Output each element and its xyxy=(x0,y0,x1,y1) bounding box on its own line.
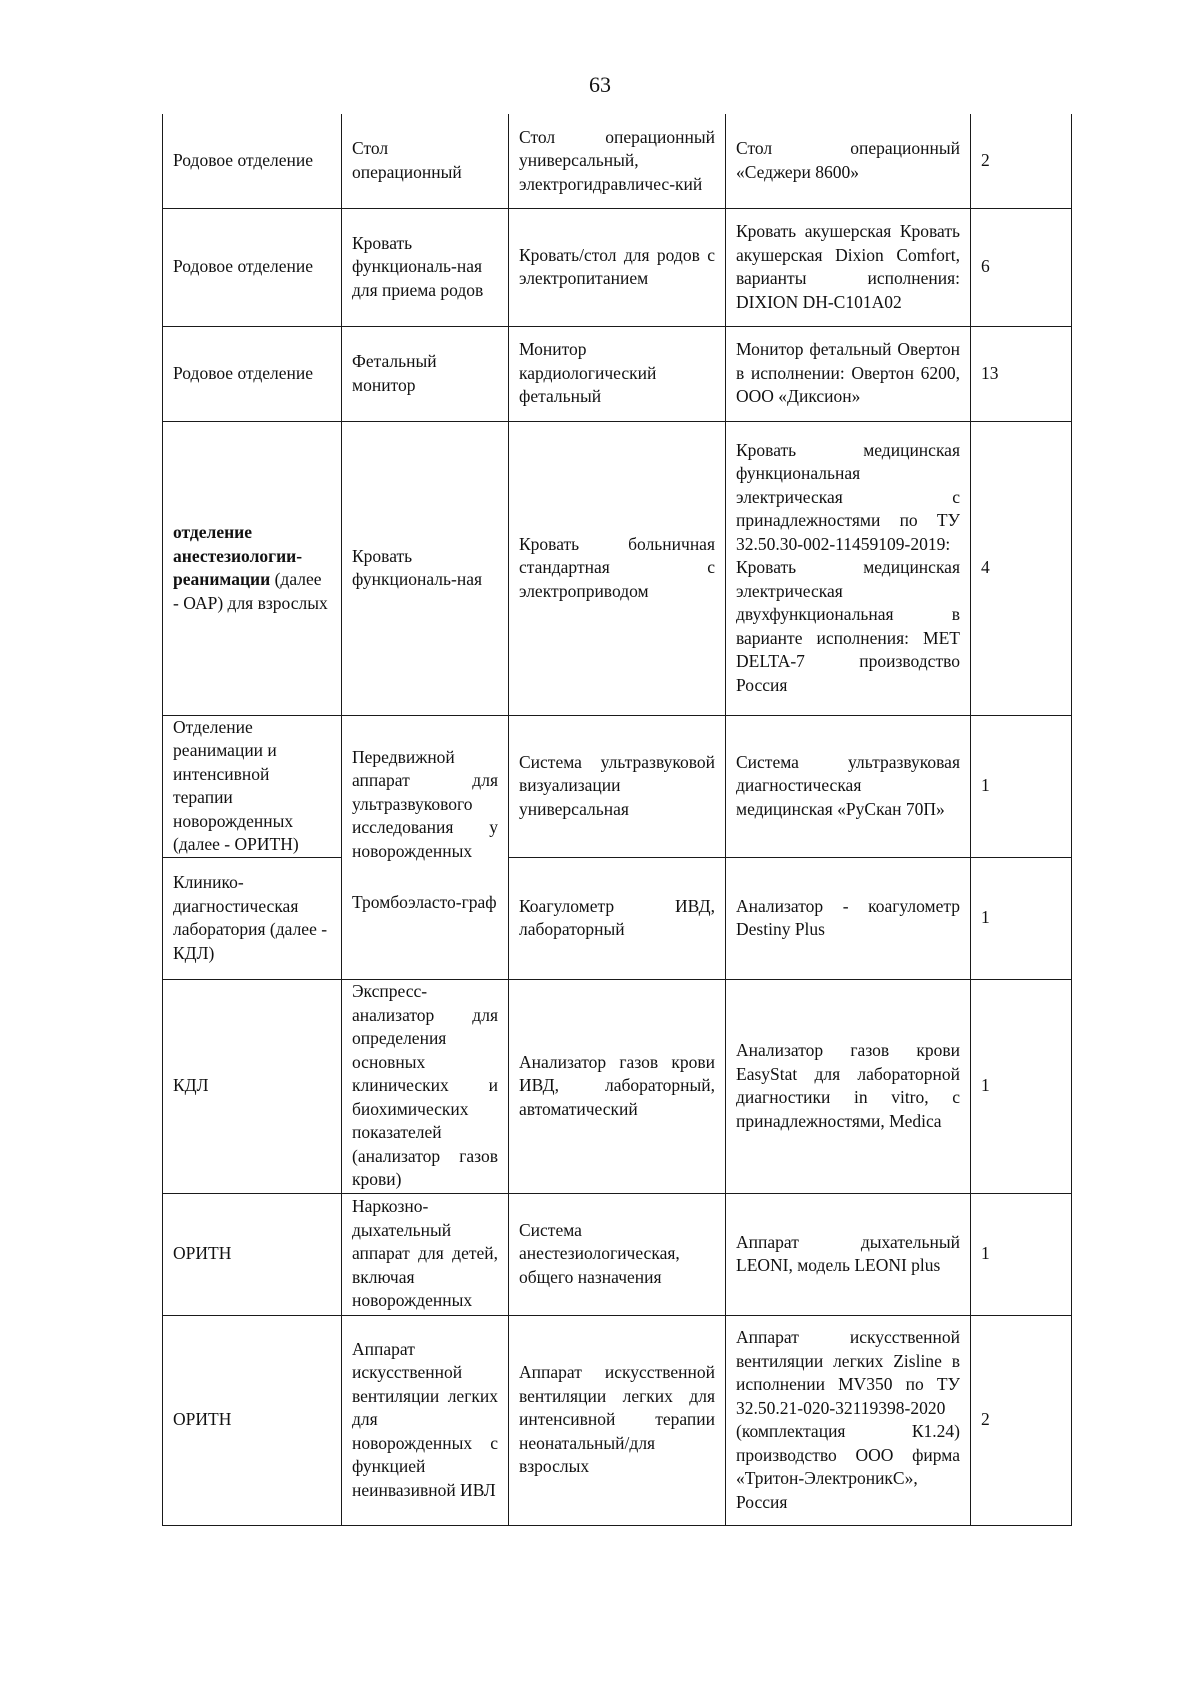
equipment-name-cell: Кровать функциональ-ная xyxy=(342,421,509,715)
department-cell: ОРИТН xyxy=(163,1193,342,1315)
department-name-rest: (далее - ОАР) для взрослых xyxy=(173,569,328,613)
table-row xyxy=(163,114,1072,208)
quantity-cell: 2 xyxy=(971,1315,1072,1525)
department-cell: Клинико-диагностическая лаборатория (далее - КДЛ) xyxy=(163,857,342,979)
equipment-type-cell: Система анестезиологическая, общего назначения xyxy=(509,1193,726,1315)
table-row xyxy=(163,208,1072,326)
department-name-bold: отделение анестезиологии-реанимации xyxy=(173,522,303,589)
model-cell: Анализатор газов крови EasyStat для лабораторной диагностики in vitro, с принадлежностями, Medica xyxy=(726,979,971,1193)
model-cell: Система ультразвуковая диагностическая медицинская «РуСкан 70П» xyxy=(726,715,971,857)
quantity-cell: 2 xyxy=(971,114,1072,208)
page-number: 63 xyxy=(589,72,611,97)
model-cell: Кровать акушерская Кровать акушерская Dixion Comfort, варианты исполнения: DIXION DH-C101A02 xyxy=(726,208,971,326)
equipment-name-cell: Стол операционный xyxy=(342,114,509,208)
equipment-type-cell: Анализатор газов крови ИВД, лабораторный, автоматический xyxy=(509,979,726,1193)
equipment-name-cell: Фетальный монитор xyxy=(342,326,509,421)
table-row xyxy=(163,326,1072,421)
equipment-type-cell: Кровать больничная стандартная с электроприводом xyxy=(509,421,726,715)
model-cell: Аппарат дыхательный LEONI, модель LEONI plus xyxy=(726,1193,971,1315)
equipment-name-cell: Кровать функциональ-ная для приема родов xyxy=(342,208,509,326)
equipment-name-text: Передвижной аппарат для ультразвукового исследования у новорожденных xyxy=(352,746,498,861)
quantity-cell: 1 xyxy=(971,1193,1072,1315)
equipment-type-cell: Коагулометр ИВД, лабораторный xyxy=(509,857,726,979)
equipment-type-cell: Аппарат искусственной вентиляции легких для интенсивной терапии неонатальный/для взрослых xyxy=(509,1315,726,1525)
equipment-type-cell: Стол операционный универсальный, электрогидравличес-кий xyxy=(509,114,726,208)
equipment-type-cell: Система ультразвуковой визуализации универсальная xyxy=(509,715,726,857)
department-cell: Родовое отделение xyxy=(163,208,342,326)
model-cell: Аппарат искусственной вентиляции легких Zisline в исполнении MV350 по ТУ 32.50.21-020-32119398-2020 (комплектация К1.24) производство ООО фирма «Тритон-ЭлектроникС», Россия xyxy=(726,1315,971,1525)
department-cell: Родовое отделение xyxy=(163,326,342,421)
table-row xyxy=(163,1315,1072,1525)
quantity-cell: 1 xyxy=(971,715,1072,857)
model-cell: Анализатор - коагулометр Destiny Plus xyxy=(726,857,971,979)
equipment-type-cell: Кровать/стол для родов с электропитанием xyxy=(509,208,726,326)
department-cell: ОРИТН xyxy=(163,1315,342,1525)
quantity-cell: 6 xyxy=(971,208,1072,326)
equipment-name-cell xyxy=(342,715,509,979)
model-cell: Стол операционный «Седжери 8600» xyxy=(726,114,971,208)
department-cell: Родовое отделение xyxy=(163,114,342,208)
department-cell: КДЛ xyxy=(163,979,342,1193)
table-row xyxy=(163,857,1072,979)
quantity-cell: 1 xyxy=(971,857,1072,979)
equipment-name-cell: Наркозно-дыхательный аппарат для детей, включая новорожденных xyxy=(342,1193,509,1315)
table-row xyxy=(163,421,1072,715)
table-row xyxy=(163,1193,1072,1315)
table-row xyxy=(163,715,1072,857)
equipment-name-cell: Экспресс-анализатор для определения основных клинических и биохимических показателей (анализатор газов крови) xyxy=(342,979,509,1193)
equipment-name-cell: Аппарат искусственной вентиляции легких для новорожденных с функцией неинвазивной ИВЛ xyxy=(342,1315,509,1525)
department-cell: Отделение реанимации и интенсивной терапии новорожденных (далее - ОРИТН) xyxy=(163,715,342,857)
quantity-cell: 13 xyxy=(971,326,1072,421)
equipment-type-cell: Монитор кардиологический фетальный xyxy=(509,326,726,421)
equipment-name-text: Тромбоэласто-граф xyxy=(352,892,497,912)
table-row xyxy=(163,979,1072,1193)
department-cell xyxy=(163,421,342,715)
equipment-table xyxy=(162,114,1072,1526)
model-cell: Кровать медицинская функциональная электрическая с принадлежностями по ТУ 32.50.30-002-11459109-2019: Кровать медицинская электрическая двухфункциональная в варианте исполнения: MET DELTA-7 производство Россия xyxy=(726,421,971,715)
quantity-cell: 4 xyxy=(971,421,1072,715)
model-cell: Монитор фетальный Овертон в исполнении: Овертон 6200, ООО «Диксион» xyxy=(726,326,971,421)
quantity-cell: 1 xyxy=(971,979,1072,1193)
